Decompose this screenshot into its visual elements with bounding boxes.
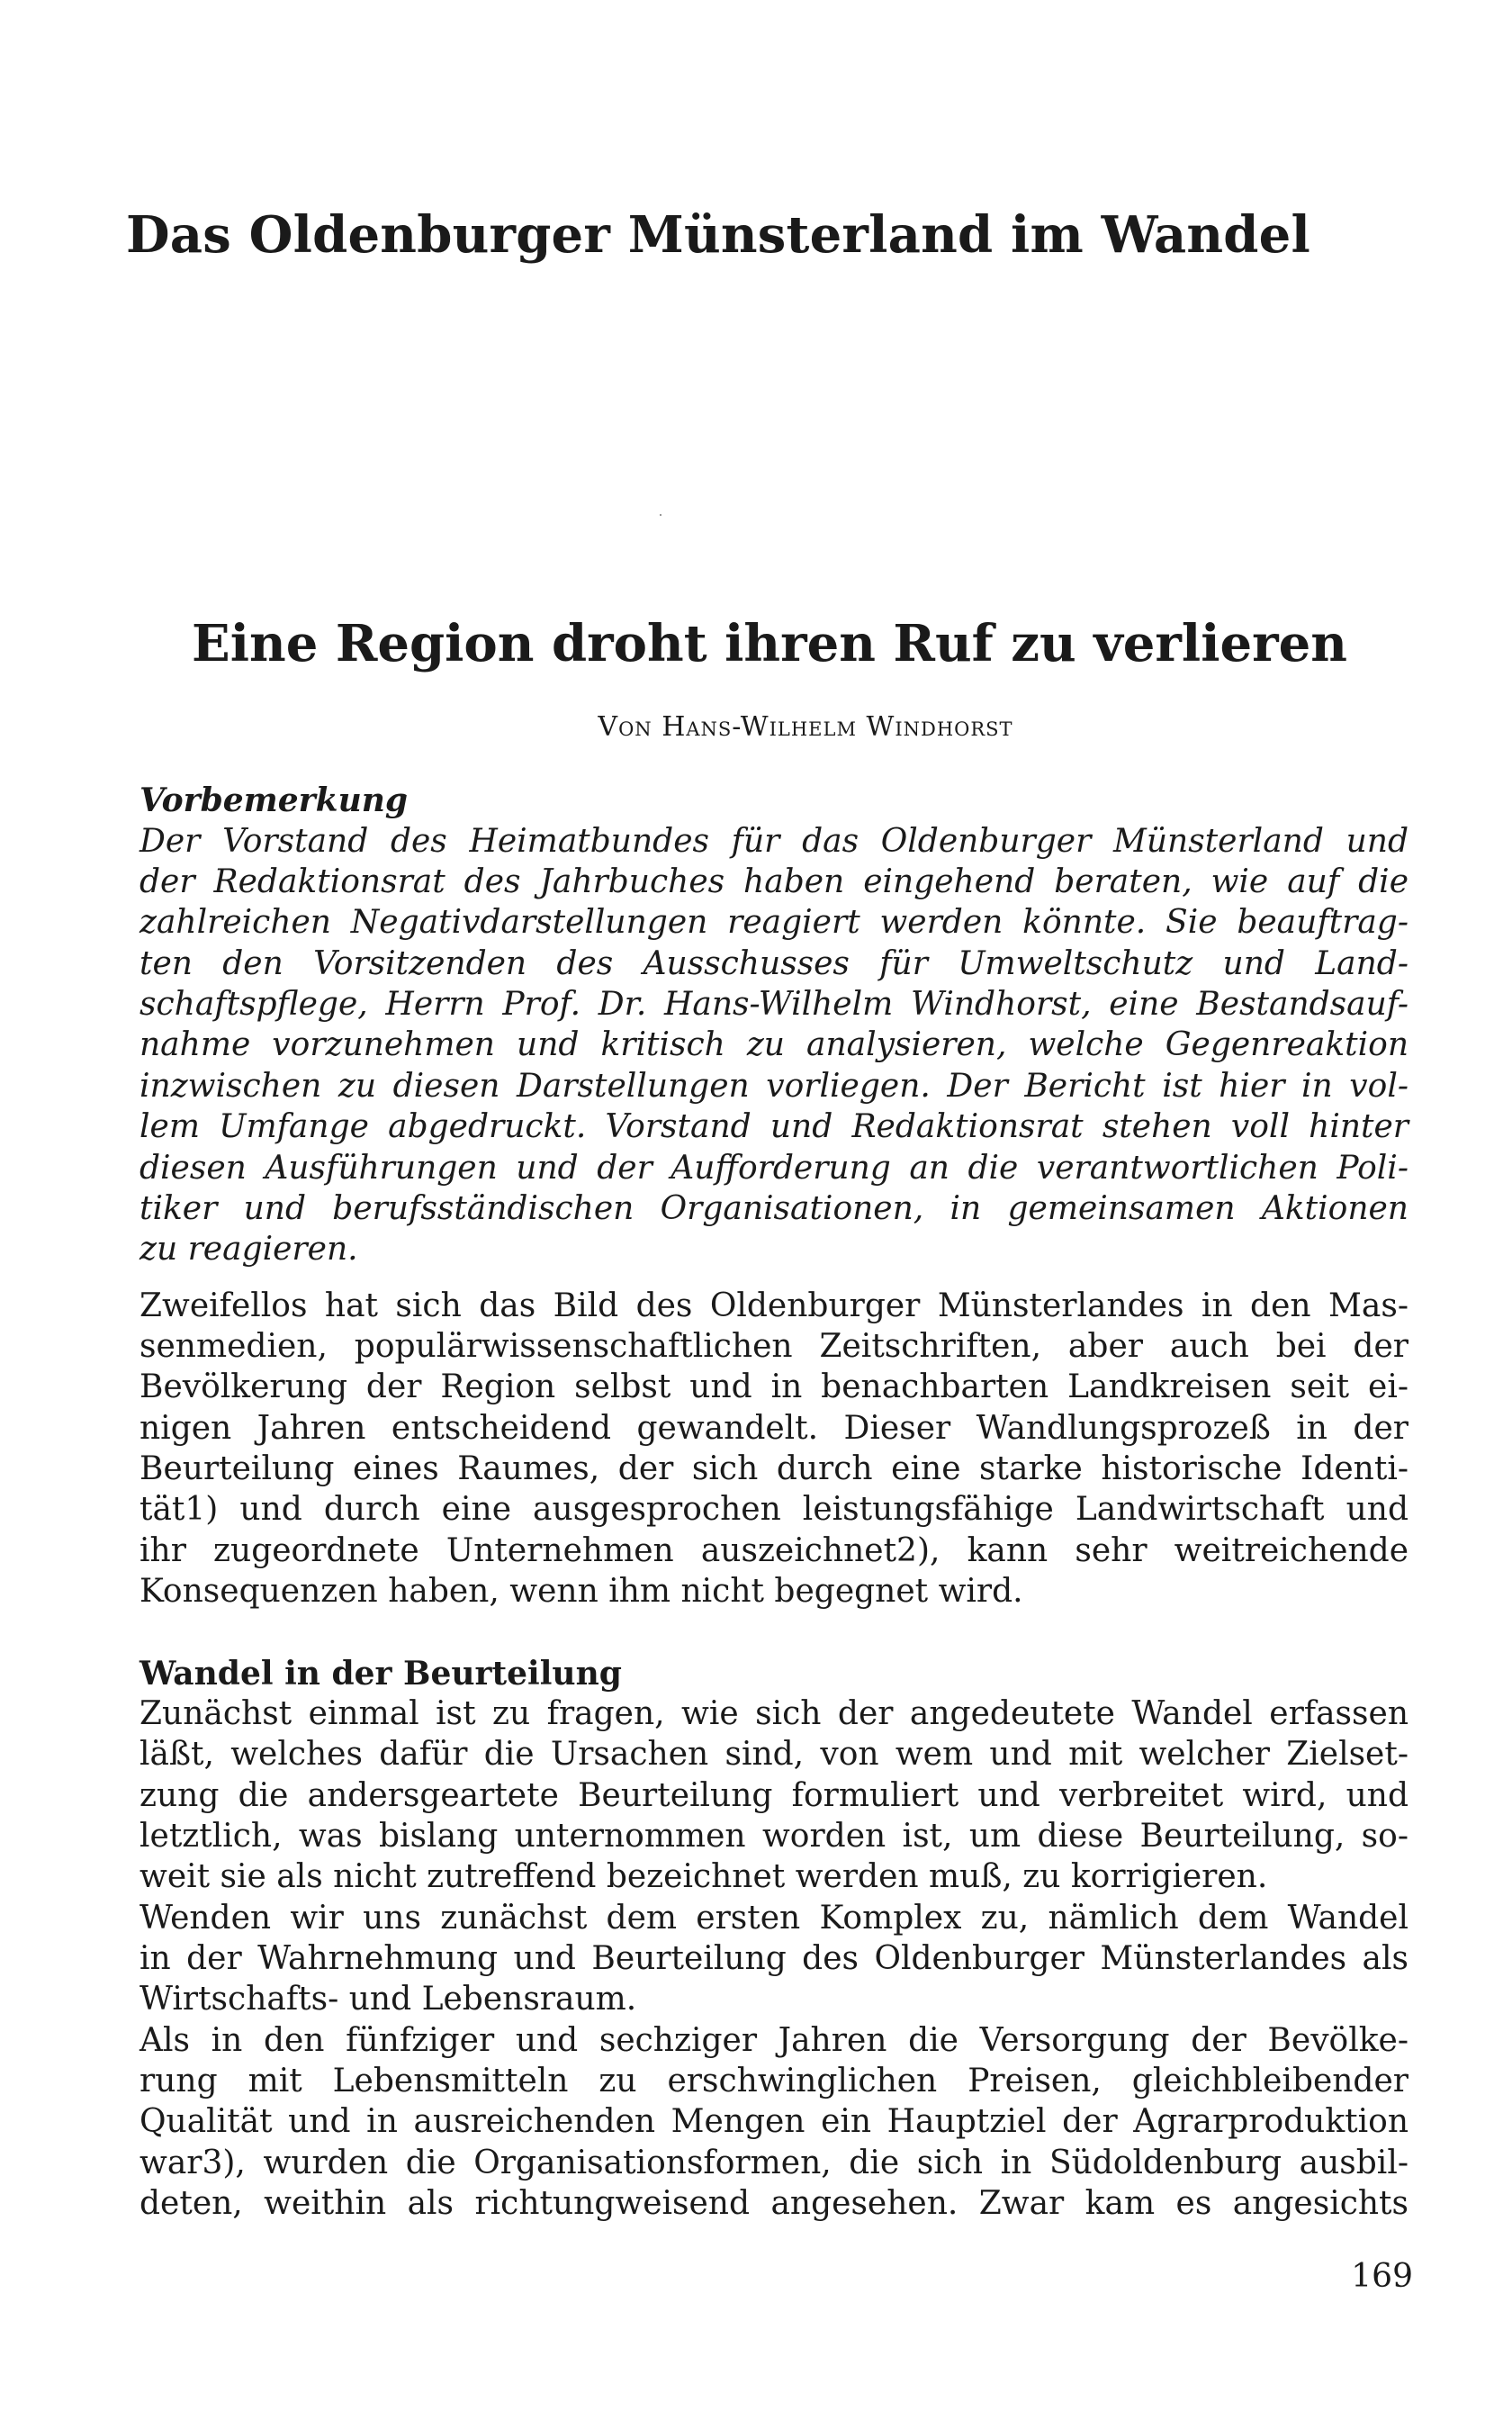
body-line: Beurteilung eines Raumes, der sich durch eine starke historische Identi- <box>140 1450 1408 1487</box>
section-title: Das Oldenburger Münsterland im Wandel <box>126 205 1310 265</box>
body-line: Zunächst einmal ist zu fragen, wie sich der angedeutete Wandel erfassen <box>140 1695 1408 1732</box>
preface-line: zahlreichen Negativdarstellungen reagiert werden könnte. Sie beauftrag- <box>140 904 1408 941</box>
body-line: Als in den fünfziger und sechziger Jahren die Versorgung der Bevölke- <box>140 2022 1408 2059</box>
page-number: 169 <box>1351 2258 1413 2295</box>
preface-line: schaftspflege, Herrn Prof. Dr. Hans-Wilhelm Windhorst, eine Bestandsauf- <box>140 986 1408 1023</box>
preface-line: zu reagieren. <box>140 1231 358 1268</box>
preface-line: der Redaktionsrat des Jahrbuches haben eingehend beraten, wie auf die <box>140 863 1408 900</box>
body-line: Qualität und in ausreichenden Mengen ein Hauptziel der Agrarproduktion <box>140 2103 1408 2140</box>
preface-line: diesen Ausführungen und der Aufforderung an die verantwortlichen Poli- <box>140 1150 1408 1187</box>
byline: Von Hans-Wilhelm Windhorst <box>598 711 1013 743</box>
preface-line: ten den Vorsitzenden des Ausschusses für Umweltschutz und Land- <box>140 945 1408 982</box>
body-line: ihr zugeordnete Unternehmen auszeichnet2), kann sehr weitreichende <box>140 1532 1408 1569</box>
preface-line: inzwischen zu diesen Darstellungen vorliegen. Der Bericht ist hier in vol- <box>140 1068 1408 1105</box>
preface-line: tiker und berufsständischen Organisationen, in gemeinsamen Aktionen <box>140 1190 1408 1227</box>
body-line: rung mit Lebensmitteln zu erschwinglichen Preisen, gleichbleibender <box>140 2063 1408 2099</box>
body-line: Konsequenzen haben, wenn ihm nicht begegnet wird. <box>140 1573 1023 1610</box>
body-line: Wirtschafts- und Lebensraum. <box>140 1981 637 2018</box>
speck-mark <box>660 514 662 516</box>
body-line: Bevölkerung der Region selbst und in benachbarten Landkreisen seit ei- <box>140 1368 1408 1405</box>
body-line: läßt, welches dafür die Ursachen sind, von wem und mit welcher Zielset- <box>140 1736 1408 1773</box>
body-line: senmedien, populärwissenschaftlichen Zeitschriften, aber auch bei der <box>140 1328 1408 1365</box>
body-line: Wenden wir uns zunächst dem ersten Komplex zu, nämlich dem Wandel <box>140 1900 1408 1937</box>
preface-line: nahme vorzunehmen und kritisch zu analysieren, welche Gegenreaktion <box>140 1026 1408 1063</box>
preface-line: Der Vorstand des Heimatbundes für das Oldenburger Münsterland und <box>140 823 1408 860</box>
body-line: deten, weithin als richtungweisend angesehen. Zwar kam es angesichts <box>140 2185 1408 2222</box>
body-line: zung die andersgeartete Beurteilung formuliert und verbreitet wird, und <box>140 1777 1408 1814</box>
preface-line: lem Umfange abgedruckt. Vorstand und Redaktionsrat stehen voll hinter <box>140 1108 1408 1145</box>
body-line: in der Wahrnehmung und Beurteilung des Oldenburger Münsterlandes als <box>140 1940 1408 1977</box>
article-title: Eine Region droht ihren Ruf zu verlieren <box>192 614 1347 673</box>
section-heading: Wandel in der Beurteilung <box>140 1655 622 1693</box>
body-line: nigen Jahren entscheidend gewandelt. Dieser Wandlungsprozeß in der <box>140 1410 1408 1447</box>
preface-heading: Vorbemerkung <box>140 781 409 819</box>
body-line: letztlich, was bislang unternommen worden ist, um diese Beurteilung, so- <box>140 1818 1408 1855</box>
body-line: war3), wurden die Organisationsformen, die sich in Südoldenburg ausbil- <box>140 2145 1408 2181</box>
body-line: Zweifellos hat sich das Bild des Oldenburger Münsterlandes in den Mas- <box>140 1287 1408 1324</box>
body-line: weit sie als nicht zutreffend bezeichnet werden muß, zu korrigieren. <box>140 1858 1268 1895</box>
body-line: tät1) und durch eine ausgesprochen leistungsfähige Landwirtschaft und <box>140 1491 1408 1528</box>
